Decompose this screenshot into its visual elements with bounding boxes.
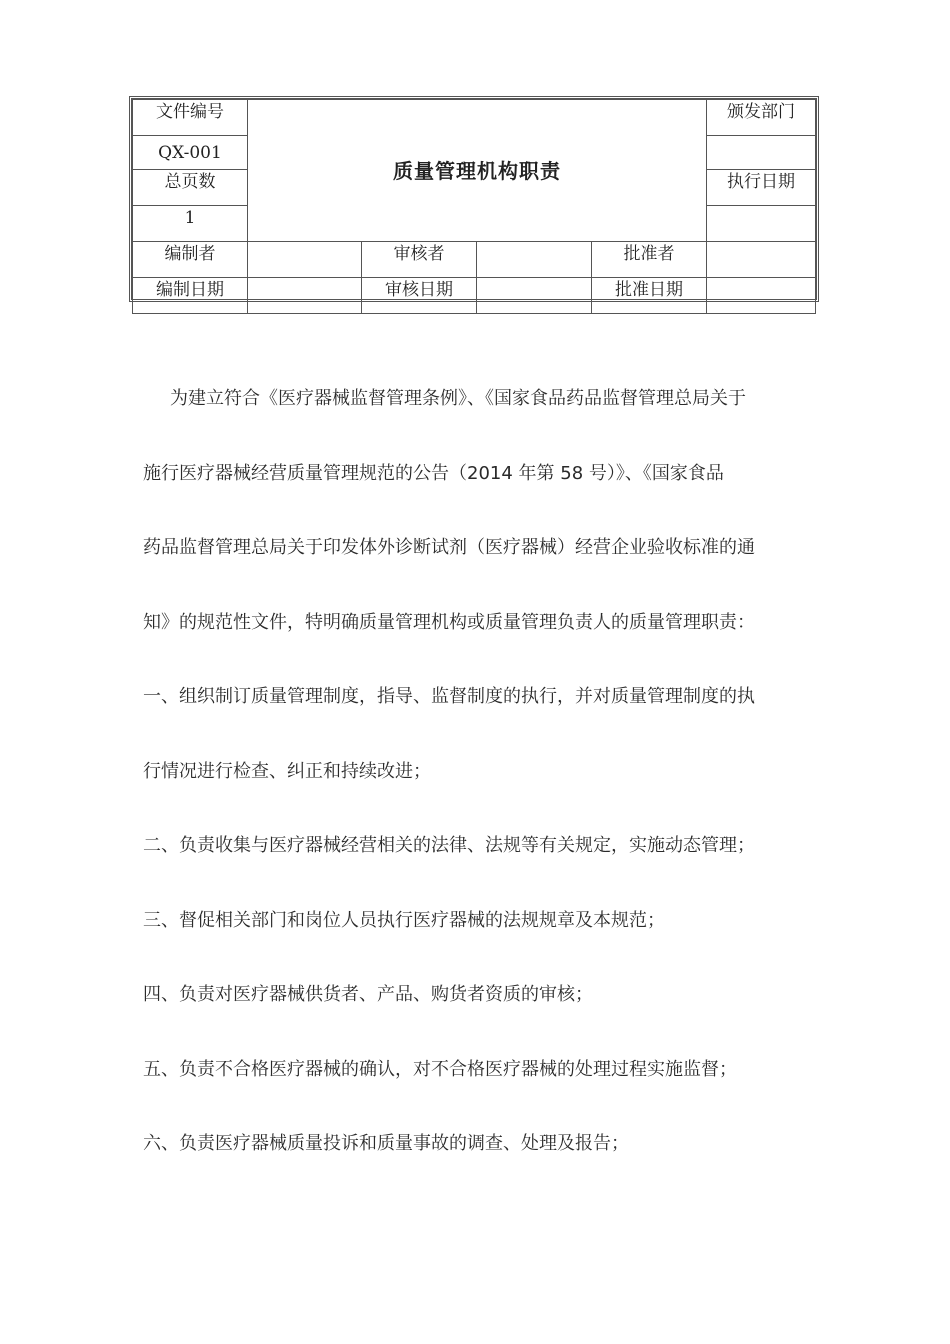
- responsibility-item: 四、负责对医疗器械供货者、产品、购货者资质的审核；: [143, 984, 593, 1005]
- approver-label: 批准者: [592, 242, 707, 278]
- approve-date-value: [707, 278, 816, 314]
- reviewer-value: [477, 242, 592, 278]
- effective-date-value: [707, 206, 816, 242]
- reviewer-label: 审核者: [362, 242, 477, 278]
- effective-date-label: 执行日期: [707, 170, 816, 206]
- issuing-dept-label: 颁发部门: [707, 100, 816, 136]
- review-date-label: 审核日期: [362, 278, 477, 314]
- body-line: 药品监督管理总局关于印发体外诊断试剂（医疗器械）经营企业验收标准的通: [143, 537, 755, 558]
- responsibility-item: 五、负责不合格医疗器械的确认，对不合格医疗器械的处理过程实施监督；: [143, 1058, 737, 1080]
- approve-date-label: 批准日期: [592, 278, 707, 314]
- body-line: 施行医疗器械经营质量管理规范的公告（2014 年第 58 号）》、《国家食品: [143, 462, 724, 484]
- responsibility-item: 三、督促相关部门和岗位人员执行医疗器械的法规规章及本规范；: [143, 909, 665, 931]
- approver-value: [707, 242, 816, 278]
- responsibility-item: 二、负责收集与医疗器械经营相关的法律、法规等有关规定，实施动态管理；: [143, 835, 755, 856]
- review-date-value: [477, 278, 592, 314]
- body-line: 知》的规范性文件，特明确质量管理机构或质量管理负责人的质量管理职责：: [143, 611, 755, 633]
- total-pages-label: 总页数: [133, 170, 248, 206]
- responsibility-item: 行情况进行检查、纠正和持续改进；: [143, 760, 431, 782]
- document-body: [143, 362, 813, 1182]
- document-header-table: [129, 96, 819, 302]
- responsibility-item: 六、负责医疗器械质量投诉和质量事故的调查、处理及报告；: [143, 1133, 629, 1154]
- issuing-dept-value: [707, 136, 816, 170]
- author-value: [248, 242, 362, 278]
- author-date-label: 编制日期: [133, 278, 248, 314]
- document-title: 质量管理机构职责: [248, 100, 707, 242]
- responsibility-item: 一、组织制订质量管理制度，指导、监督制度的执行，并对质量管理制度的执: [143, 686, 755, 707]
- doc-number-label: 文件编号: [133, 100, 248, 136]
- author-label: 编制者: [133, 242, 248, 278]
- author-date-value: [248, 278, 362, 314]
- total-pages-value: 1: [133, 206, 248, 242]
- doc-number-value: QX-001: [133, 136, 248, 170]
- body-line: 为建立符合《医疗器械监督管理条例》、《国家食品药品监督管理总局关于: [170, 388, 746, 409]
